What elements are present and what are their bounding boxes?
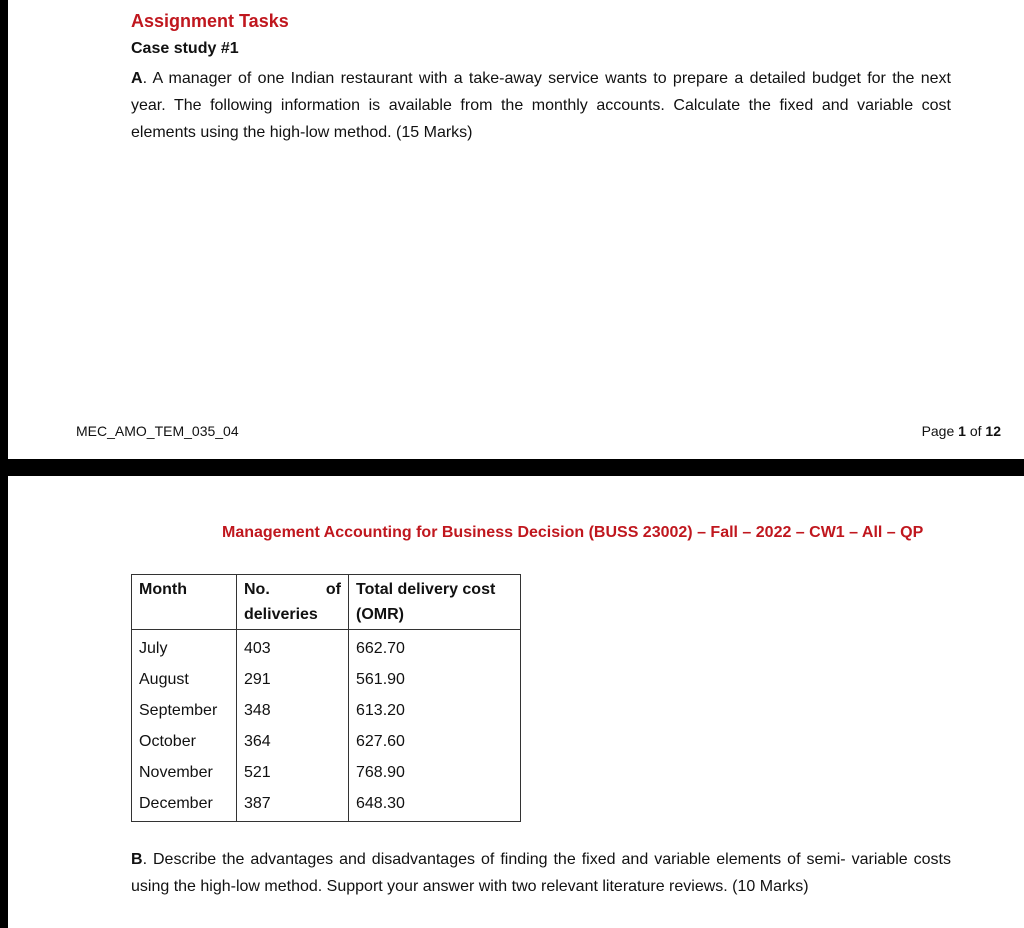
part-a-label: A [131,70,143,87]
table-row [132,788,521,822]
cell-month: December [132,788,237,822]
case-study-heading: Case study #1 [131,40,239,57]
page-number [922,423,1001,439]
page-mid: of [965,423,986,439]
cell-cost: 627.60 [349,726,521,757]
page-prefix: Page [921,423,959,439]
header-deliveries-b: of [325,581,341,598]
cell-month: August [132,664,237,695]
cell-deliveries: 403 [237,630,349,665]
course-title: Management Accounting for Business Decision (BUSS 23002) – Fall – 2022 – CW1 – All – QP [222,524,924,541]
header-deliveries-a: No. [244,581,270,598]
cell-deliveries: 521 [237,757,349,788]
cell-cost: 662.70 [349,630,521,665]
header-deliveries [237,575,349,630]
delivery-cost-table [131,574,521,822]
table-header-row [132,575,521,630]
cell-cost: 648.30 [349,788,521,822]
document-page-2 [8,476,1024,928]
table-row [132,757,521,788]
part-a-paragraph [131,65,951,146]
assignment-title: Assignment Tasks [131,11,289,31]
cell-month: October [132,726,237,757]
table-row [132,664,521,695]
document-page-1 [8,0,1024,459]
cell-month: July [132,630,237,665]
cell-month: September [132,695,237,726]
part-b-label: B [131,851,143,868]
document-code: MEC_AMO_TEM_035_04 [76,423,239,439]
header-deliveries-c: deliveries [244,606,318,623]
cell-deliveries: 348 [237,695,349,726]
cell-deliveries: 291 [237,664,349,695]
cell-cost: 561.90 [349,664,521,695]
page-current: 1 [958,423,966,439]
cell-deliveries: 387 [237,788,349,822]
table-row [132,726,521,757]
cell-month: November [132,757,237,788]
header-month: Month [132,575,237,630]
page-total: 12 [985,423,1001,439]
part-b-paragraph [131,846,951,900]
cell-cost: 613.20 [349,695,521,726]
header-cost-a: Total delivery cost [356,581,496,598]
table-row [132,695,521,726]
part-a-text: . A manager of one Indian restaurant with a take-away service wants to prepare a detailed budget for the next year. The following information is available from the monthly accounts. Calculate the fixed and variable cost elements using the high-low method. (15 Marks) [131,70,951,141]
header-total-cost [349,575,521,630]
cell-deliveries: 364 [237,726,349,757]
table-row [132,630,521,665]
cell-cost: 768.90 [349,757,521,788]
part-b-text: . Describe the advantages and disadvantages of finding the fixed and variable elements of semi- variable costs using the high-low method. Support your answer with two relevant literature reviews. (10 Marks) [131,851,951,895]
header-cost-b: (OMR) [356,606,404,623]
